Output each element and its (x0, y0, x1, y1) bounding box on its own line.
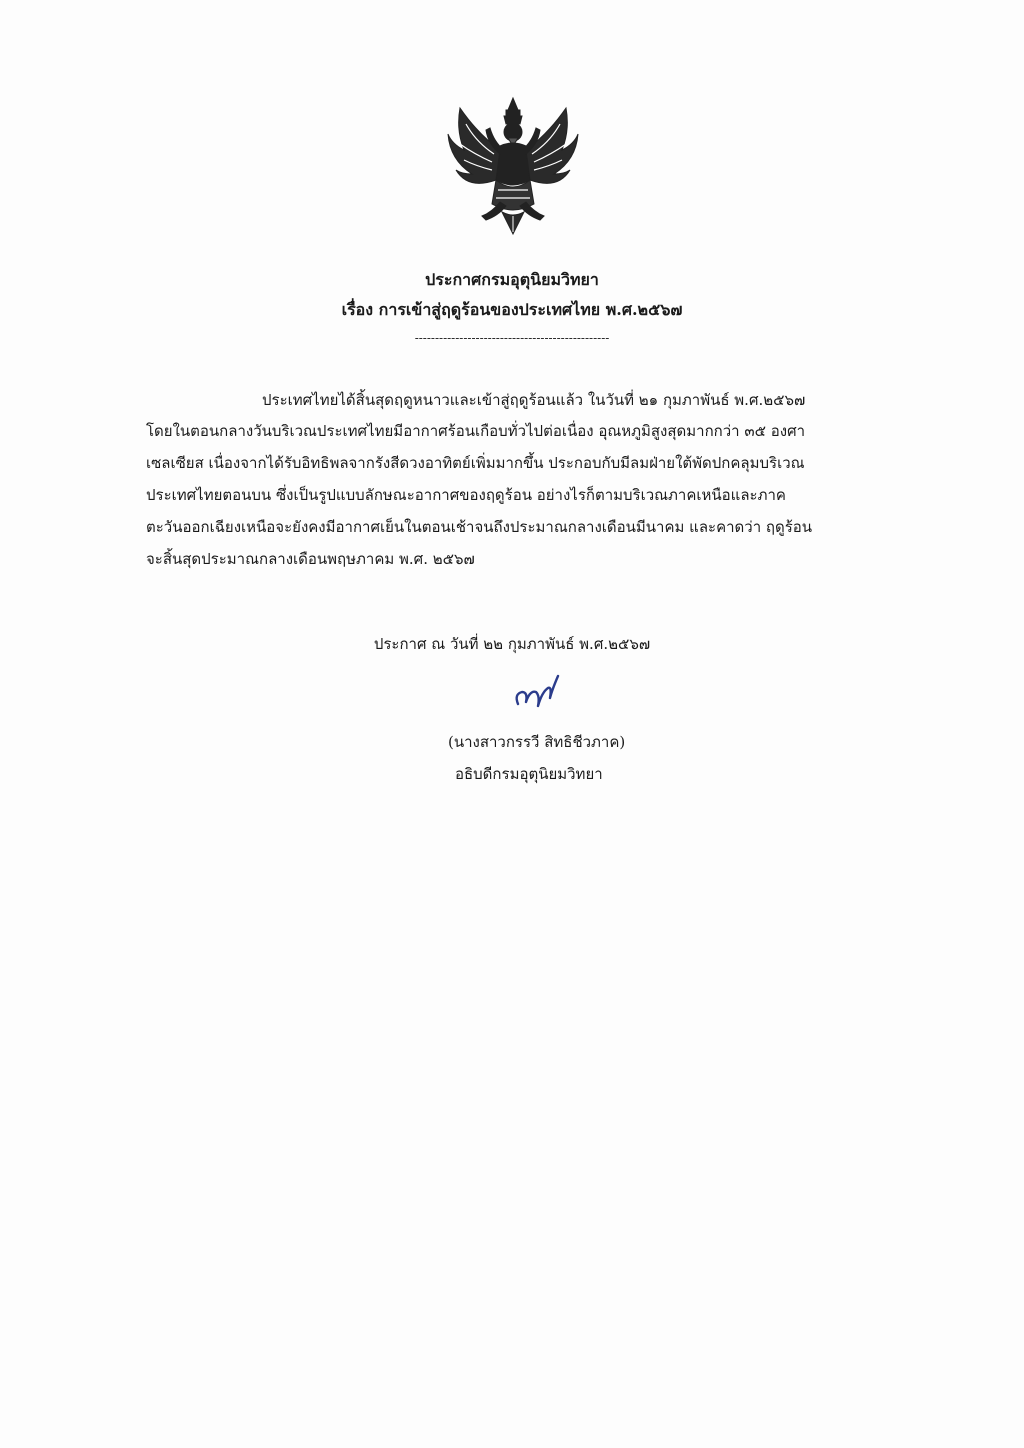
body-line-6: จะสิ้นสุดประมาณกลางเดือนพฤษภาคม พ.ศ. ๒๕๖๗ (146, 550, 475, 568)
body-line-3: เซลเซียส เนื่องจากได้รับอิทธิพลจากรังสีดวงอาทิตย์เพิ่มมากขึ้น ประกอบกับมีลมฝ่ายใต้พัดปกคลุมบริเวณ (146, 454, 805, 472)
document-subject: เรื่อง การเข้าสู่ฤดูร้อนของประเทศไทย พ.ศ.๒๕๖๗ (341, 300, 683, 319)
handwritten-signature (508, 668, 568, 716)
body-line-1: ประเทศไทยได้สิ้นสุดฤดูหนาวและเข้าสู่ฤดูร้อนแล้ว ในวันที่ ๒๑ กุมภาพันธ์ พ.ศ.๒๕๖๗ (262, 391, 806, 409)
signatory-name: (นางสาวกรรวี สิทธิชีวภาค) (448, 733, 626, 751)
document-title: ประกาศกรมอุตุนิยมวิทยา (425, 270, 599, 289)
signatory-title: อธิบดีกรมอุตุนิยมวิทยา (455, 765, 603, 783)
title-separator: ------------------------------------------------ (414, 331, 610, 345)
garuda-emblem-icon (442, 94, 584, 236)
body-line-2: โดยในตอนกลางวันบริเวณประเทศไทยมีอากาศร้อนเกือบทั่วไปต่อเนื่อง อุณหภูมิสูงสุดมากกว่า ๓๕ องศา (146, 422, 806, 440)
announcement-date: ประกาศ ณ วันที่ ๒๒ กุมภาพันธ์ พ.ศ.๒๕๖๗ (373, 635, 651, 653)
body-line-4: ประเทศไทยตอนบน ซึ่งเป็นรูปแบบลักษณะอากาศของฤดูร้อน อย่างไรก็ตามบริเวณภาคเหนือและภาค (146, 486, 786, 504)
body-line-5: ตะวันออกเฉียงเหนือจะยังคงมีอากาศเย็นในตอนเช้าจนถึงประมาณกลางเดือนมีนาคม และคาดว่า ฤดูร้อน (146, 518, 813, 536)
